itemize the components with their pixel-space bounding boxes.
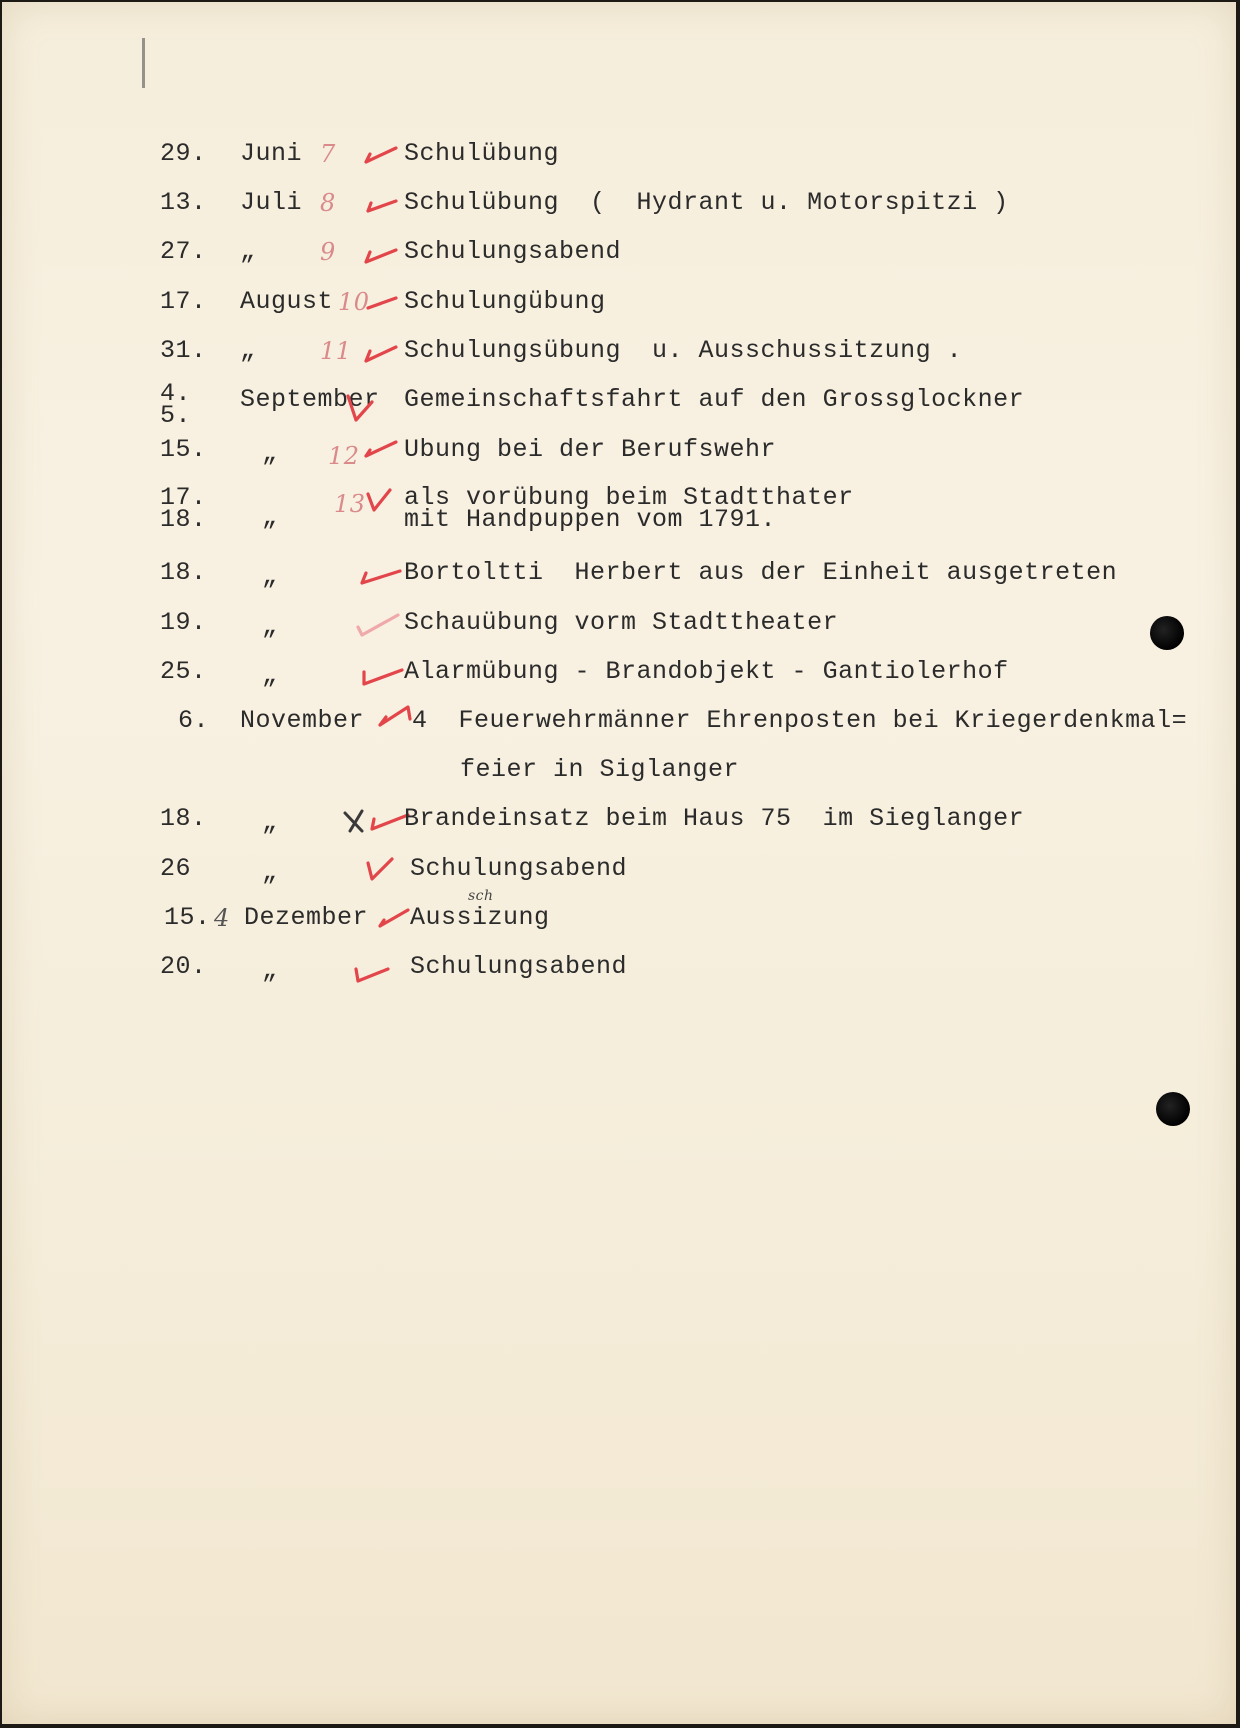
entry-text: Schulungsabend <box>404 237 622 266</box>
entry-day: 27. <box>160 237 207 266</box>
cross-mark-icon <box>340 807 368 835</box>
checkmark-icon <box>358 559 404 587</box>
checkmark-icon <box>362 238 400 266</box>
entry-day: 15. <box>160 435 207 464</box>
list-item <box>2 183 1236 223</box>
entry-month: „ <box>262 956 278 985</box>
entry-month: „ <box>262 439 278 468</box>
entry-day: 29. <box>160 139 207 168</box>
list-item <box>2 888 1236 938</box>
entry-month: „ <box>262 808 278 837</box>
list-item <box>2 134 1236 174</box>
entry-day: 18. <box>160 804 207 833</box>
checkmark-icon <box>362 337 400 365</box>
checkmark-icon <box>352 955 392 985</box>
entry-text: Gemeinschaftsfahrt auf den Grossglockner <box>404 385 1025 414</box>
entry-text: 4 Feuerwehrmänner Ehrenposten bei Kriegerdenkmal= <box>412 706 1188 735</box>
list-item <box>2 947 1236 987</box>
entry-month: „ <box>262 562 278 591</box>
entry-day: 31. <box>160 336 207 365</box>
list-item <box>2 603 1236 643</box>
entry-day: 6. <box>178 706 210 735</box>
entry-month: September <box>240 385 380 414</box>
entry-text: Schulungsübung u. Ausschussitzung . <box>404 336 963 365</box>
list-item <box>2 282 1236 322</box>
entry-month: „ <box>262 503 278 532</box>
entry-text-2: feier in Siglanger <box>460 755 740 784</box>
entry-day: 15. <box>164 903 211 932</box>
corner-pen-mark <box>142 38 155 88</box>
entry-text: Ubung bei der Berufswehr <box>404 435 777 464</box>
entry-text: Schauübung vorm Stadttheater <box>404 608 839 637</box>
entry-text: Brandeinsatz beim Haus 75 im Sieglanger <box>404 804 1025 833</box>
list-item <box>2 701 1236 791</box>
list-item <box>2 379 1236 430</box>
checkmark-icon <box>362 189 400 217</box>
list-item <box>2 484 1236 540</box>
entry-text: Bortoltti Herbert aus der Einheit ausgetreten <box>404 558 1118 587</box>
entry-month: „ <box>262 612 278 641</box>
entry-day: 18. <box>160 558 207 587</box>
entry-month: August <box>240 287 334 316</box>
entry-text: als vorübung beim Stadtthater <box>404 483 854 512</box>
entry-text: Schulungsabend <box>410 952 628 981</box>
entry-day: 4. <box>160 379 192 408</box>
entry-text: Schulübung <box>404 139 560 168</box>
entry-month: Juni <box>240 139 303 168</box>
list-item <box>2 849 1236 889</box>
punch-hole <box>1150 616 1184 650</box>
entry-text: Aussizung <box>410 903 550 932</box>
entry-day-2: 5. <box>160 401 192 430</box>
document-page <box>2 2 1236 1724</box>
entry-number: 8 <box>320 189 336 217</box>
entry-month: „ <box>262 661 278 690</box>
checkmark-icon <box>362 140 400 168</box>
entry-day-2: 18. <box>160 505 207 534</box>
entry-text: Schulungsabend <box>410 854 628 883</box>
margin-note: 4 <box>214 904 230 932</box>
entry-number: 9 <box>320 238 336 266</box>
entry-month: Juli <box>240 188 303 217</box>
checkmark-icon <box>362 288 400 316</box>
handwritten-insert: sch <box>468 888 494 904</box>
entry-text: Alarmübung - Brandobjekt - Gantiolerhof <box>404 657 1009 686</box>
entry-month: „ <box>240 237 256 266</box>
entry-month: „ <box>262 858 278 887</box>
entry-day: 17. <box>160 287 207 316</box>
entry-number: 7 <box>320 140 336 168</box>
entry-month: November <box>240 706 365 735</box>
entry-number: 13 <box>334 490 366 518</box>
entry-day: 17. <box>160 483 207 512</box>
checkmark-icon <box>376 703 414 733</box>
entry-day: 20. <box>160 952 207 981</box>
entry-month: Dezember <box>244 903 369 932</box>
entry-number: 11 <box>320 337 352 365</box>
entry-day: 19. <box>160 608 207 637</box>
entry-text: Schulübung ( Hydrant u. Motorspitzi ) <box>404 188 1009 217</box>
list-item <box>2 232 1236 272</box>
list-item <box>2 331 1236 371</box>
checkmark-icon <box>376 904 412 932</box>
entry-number: 12 <box>328 442 360 470</box>
entry-number: 10 <box>338 288 370 316</box>
checkmark-icon <box>362 853 396 883</box>
checkmark-icon <box>362 484 396 518</box>
list-item <box>2 652 1236 692</box>
list-item <box>2 553 1236 593</box>
checkmark-icon <box>342 390 376 424</box>
entry-day: 25. <box>160 657 207 686</box>
entry-day: 13. <box>160 188 207 217</box>
entry-text: Schulungübung <box>404 287 606 316</box>
list-item <box>2 430 1236 470</box>
entry-day: 26 <box>160 854 192 883</box>
entry-month: „ <box>240 336 256 365</box>
punch-hole <box>1156 1092 1190 1126</box>
list-item <box>2 799 1236 839</box>
checkmark-icon <box>358 658 404 688</box>
checkmark-icon <box>362 436 400 464</box>
entry-text-2: mit Handpuppen vom 1791. <box>404 505 777 534</box>
checkmark-icon <box>352 609 402 639</box>
